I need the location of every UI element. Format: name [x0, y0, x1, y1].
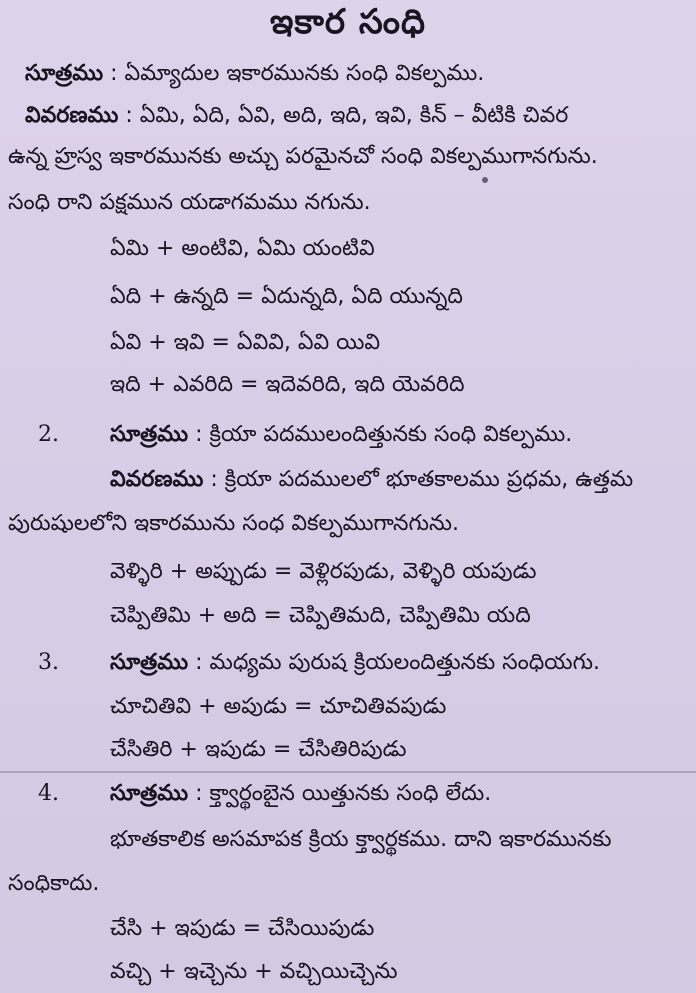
explanation-2-line-2: పురుషులలోని ఇకారమును సంధ వికల్పముగానగును.	[8, 511, 459, 536]
explanation-4: భూతకాలిక అసమాపక క్రియ క్త్వార్థకము. దాని ఇకారమునకు	[110, 827, 612, 852]
rule-3	[38, 648, 600, 678]
example-1-1: ఏమి + అంటివి, ఏమి యంటివి	[110, 236, 375, 261]
explanation-text: : క్రియా పదములలో భూతకాలము ప్రధమ, ఉత్తమ	[203, 467, 634, 492]
example-1-2: ఏది + ఉన్నది = ఏదున్నది, ఏది యున్నది	[110, 284, 463, 309]
rule-2	[38, 420, 572, 450]
example-1-4: ఇది + ఎవరిది = ఇదెవరిది, ఇది యెవరిది	[110, 372, 465, 397]
example-3-2: చేసితిరి + ఇపుడు = చేసితిరిపుడు	[110, 737, 407, 762]
page-fold-line	[0, 771, 696, 773]
example-2-1: వెళ్ళిరి + అప్పుడు = వెళ్లిరపుడు, వెళ్ళిరి యపుడు	[110, 559, 537, 584]
example-4-2: వచ్చి + ఇచ్చెను + వచ్చియిచ్చెను	[110, 959, 398, 984]
sutra-label: సూత్రము	[110, 781, 189, 806]
sutra-text: : క్రియా పదములందిత్తునకు సంధి వికల్పము.	[188, 422, 573, 447]
example-2-2: చెప్పితిమి + అది = చెప్పితిమది, చెప్పితిమి యది	[110, 603, 531, 628]
sutra-label: సూత్రము	[110, 422, 189, 447]
explanation-1	[25, 101, 568, 131]
sutra-label: సూత్రము	[25, 61, 104, 86]
sutra-text: : క్త్వార్థంబైన యిత్తునకు సంధి లేదు.	[188, 781, 492, 806]
rule-number: 3.	[38, 650, 59, 675]
rule-number: 2.	[38, 422, 59, 447]
rule-number: 4.	[38, 781, 59, 806]
page-title: ఇకార సంధి	[269, 2, 426, 42]
explanation-text: : ఏమి, ఏది, ఏవి, అది, ఇది, ఇవి, కిన్ – వీటికి చివర	[118, 103, 569, 128]
sutra-text: : ఏమ్యాదుల ఇకారమునకు సంధి వికల్పము.	[103, 61, 485, 86]
ink-speck	[482, 177, 488, 183]
explanation-4-line-2: సంధికాదు.	[8, 871, 100, 896]
sutra-label: సూత్రము	[110, 650, 189, 675]
explanation-1-line-2: ఉన్న హ్రస్వ ఇకారమునకు అచ్చు పరమైనచో సంధి వికల్పముగానగును.	[8, 144, 598, 169]
example-4-1: చేసి + ఇపుడు = చేసియిపుడు	[110, 916, 375, 941]
rule-4	[38, 779, 491, 809]
explanation-2	[110, 465, 633, 495]
explanation-label: వివరణము	[110, 467, 204, 492]
example-1-3: ఏవి + ఇవి = ఏవివి, ఏవి యివి	[110, 330, 381, 355]
sutra-text: : మధ్యమ పురుష క్రియలందిత్తునకు సంధియగు.	[188, 650, 601, 675]
rule-1	[25, 59, 484, 89]
explanation-1-line-3: సంధి రాని పక్షమున యడాగమము నగును.	[8, 190, 371, 215]
example-3-1: చూచితివి + అపుడు = చూచితివపుడు	[110, 694, 447, 719]
explanation-label: వివరణము	[25, 103, 119, 128]
